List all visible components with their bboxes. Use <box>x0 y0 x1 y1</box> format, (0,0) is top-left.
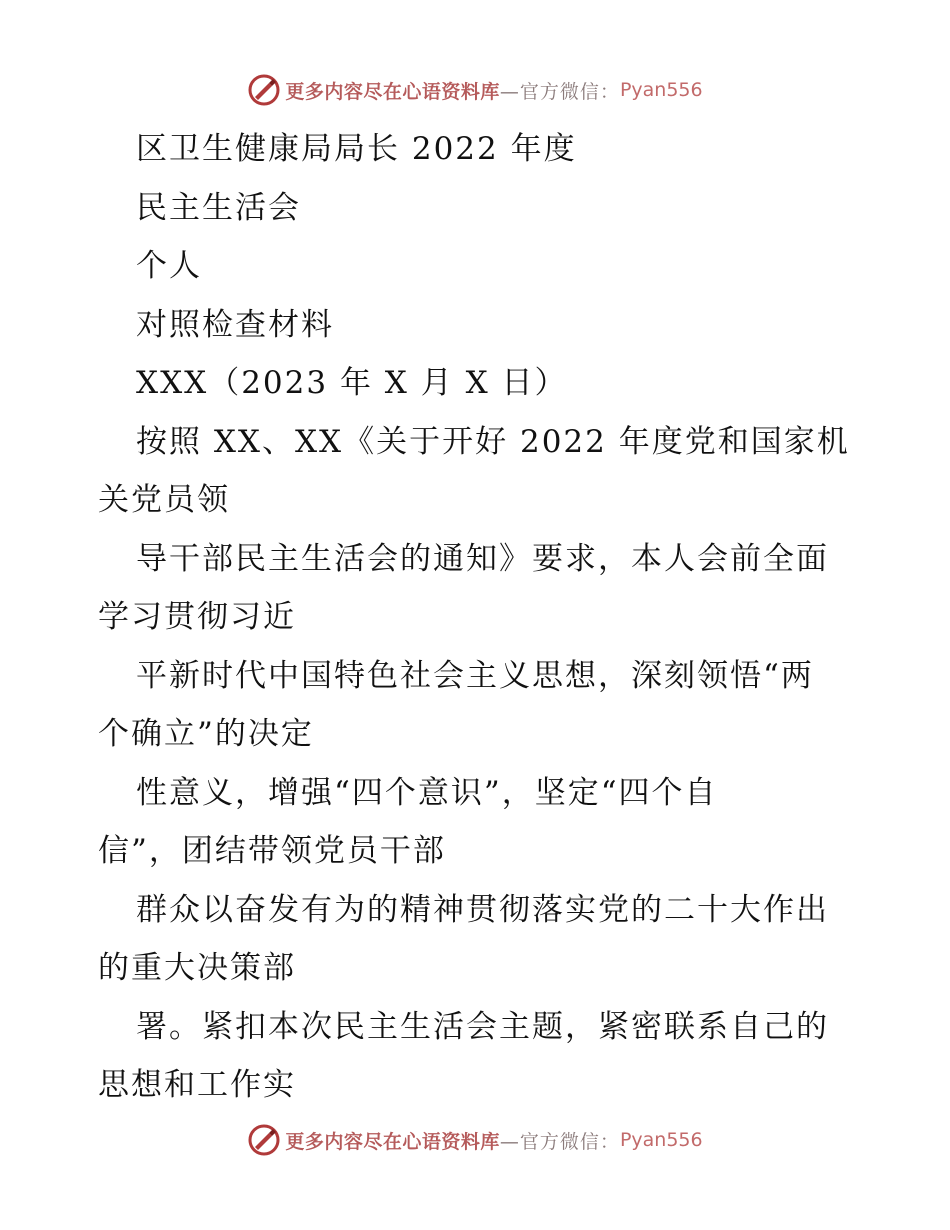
document-line: 性意义，增强“四个意识”，坚定“四个自 <box>136 774 718 811</box>
document-line: 群众以奋发有为的精神贯彻落实党的二十大作出 <box>136 891 829 928</box>
watermark-sub-text: —官方微信： <box>499 1130 620 1153</box>
footer-watermark <box>0 1120 950 1160</box>
document-line: 平新时代中国特色社会主义思想，深刻领悟“两 <box>136 657 814 694</box>
document-line: 个人 <box>136 248 202 284</box>
document-line: 信”，团结带领党员干部 <box>98 833 446 869</box>
document-line: 导干部民主生活会的通知》要求，本人会前全面 <box>136 540 829 577</box>
document-line: 民主生活会 <box>136 189 301 226</box>
document-line: 个确立”的决定 <box>98 716 314 752</box>
document-line: 的重大决策部 <box>98 950 296 986</box>
document-line: 学习贯彻习近 <box>98 599 296 635</box>
document-line: 区卫生健康局局长 2022 年度 <box>136 131 577 167</box>
pen-logo-icon <box>247 73 281 107</box>
watermark-main-text: 更多内容尽在心语资料库 <box>285 80 500 103</box>
watermark-main-text: 更多内容尽在心语资料库 <box>285 1130 500 1153</box>
header-watermark <box>0 70 950 110</box>
document-line: 按照 XX、XX《关于开好 2022 年度党和国家机 <box>136 423 850 460</box>
watermark-id-text: Pyan556 <box>619 79 703 101</box>
watermark-id-text: Pyan556 <box>619 1129 703 1151</box>
document-line: 对照检查材料 <box>136 306 334 343</box>
pen-logo-icon <box>247 1123 281 1157</box>
document-line: 思想和工作实 <box>98 1067 296 1103</box>
document-line: 署。紧扣本次民主生活会主题，紧密联系自己的 <box>136 1008 829 1045</box>
watermark-sub-text: —官方微信： <box>499 80 620 103</box>
document-line: XXX（2023 年 X 月 X 日） <box>136 365 568 401</box>
document-line: 关党员领 <box>98 482 230 518</box>
document-body <box>98 120 878 1115</box>
